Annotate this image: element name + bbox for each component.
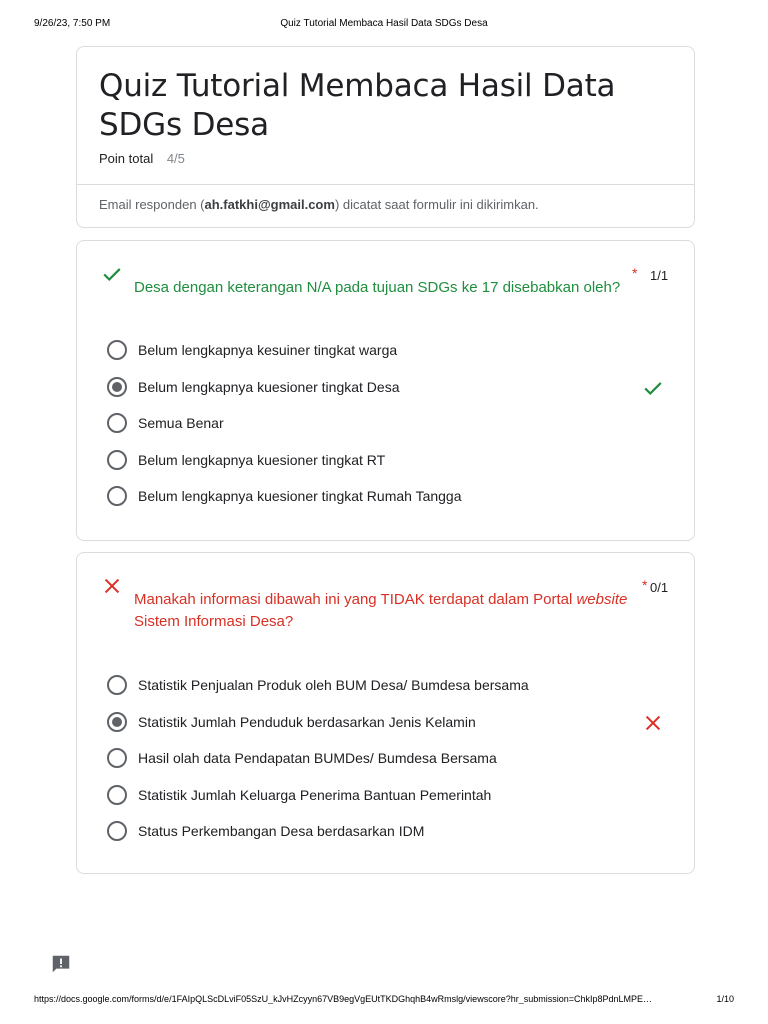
total-score-value: 4/5 [166,151,185,166]
answer-option[interactable] [107,740,674,777]
question-points: 1/1 [650,268,669,283]
radio-button[interactable] [107,821,127,841]
radio-button[interactable] [107,748,127,768]
option-label: Belum lengkapnya kuesioner tingkat RT [138,451,386,468]
email-prefix: Email responden ( [99,197,205,212]
radio-button[interactable] [107,340,127,360]
email-suffix: ) dicatat saat formulir ini dikirimkan. [334,197,539,212]
question-text: Desa dengan keterangan N/A pada tujuan SDGs ke 17 disebabkan oleh? [134,279,621,296]
respondent-email-notice [99,197,539,212]
answer-option[interactable] [107,813,674,850]
radio-button-checked[interactable] [107,377,127,397]
answer-options [107,332,674,515]
option-label: Belum lengkapnya kuesioner tingkat Desa [138,378,400,395]
answer-option[interactable] [107,667,674,704]
question-text-part: Sistem Informasi Desa? [134,613,294,630]
print-footer [34,994,734,1006]
form-header-card [76,46,695,228]
question-text-italic: website [576,591,628,608]
total-score-label: Poin total [99,151,154,166]
print-doc-title: Quiz Tutorial Membaca Hasil Data SDGs Desa [280,18,488,29]
total-score [99,151,185,166]
option-label: Statistik Jumlah Penduduk berdasarkan Jenis Kelamin [138,713,476,730]
option-label: Statistik Jumlah Keluarga Penerima Bantuan Pemerintah [138,786,492,803]
answer-option-selected[interactable] [107,704,674,741]
radio-button[interactable] [107,450,127,470]
radio-button[interactable] [107,785,127,805]
option-label: Hasil olah data Pendapatan BUMDes/ Bumdesa Bersama [138,750,497,767]
option-label: Semua Benar [138,415,224,432]
respondent-email: ah.fatkhi@gmail.com [204,197,335,212]
radio-button-checked[interactable] [107,712,127,732]
answer-option[interactable] [107,332,674,369]
required-asterisk: * [642,577,648,593]
page-number: 1/10 [716,994,734,1004]
question-text [134,589,634,633]
question-points: 0/1 [650,580,669,595]
question-card-1 [76,240,695,541]
option-label: Belum lengkapnya kesuiner tingkat warga [138,342,398,359]
question-card-2 [76,552,695,874]
header-divider [77,184,694,185]
answer-option[interactable] [107,777,674,814]
question-text-part: Manakah informasi dibawah ini yang TIDAK terdapat dalam Portal [134,591,577,608]
radio-button[interactable] [107,486,127,506]
feedback-icon[interactable] [50,953,72,975]
print-datetime: 9/26/23, 7:50 PM [34,18,111,29]
answer-option[interactable] [107,442,674,479]
checkmark-icon [101,263,123,285]
answer-option-selected[interactable] [107,369,674,406]
checkmark-icon [642,377,664,399]
answer-option[interactable] [107,405,674,442]
radio-button[interactable] [107,413,127,433]
option-label: Belum lengkapnya kuesioner tingkat Rumah Tangga [138,488,462,505]
required-asterisk: * [632,265,638,281]
form-title: Quiz Tutorial Membaca Hasil Data SDGs Desa [99,68,616,143]
option-label: Statistik Penjualan Produk oleh BUM Desa/ Bumdesa bersama [138,677,529,694]
answer-options [107,667,674,850]
answer-option[interactable] [107,478,674,515]
print-url: https://docs.google.com/forms/d/e/1FAIpQLScDLviF05SzU_kJvHZcyyn67VB9egVgEUtTKDGhqhB4wRmslg/viewscore?hr_submission=ChkIp8PdnLMPE… [34,994,653,1004]
radio-button[interactable] [107,675,127,695]
print-header [34,18,734,32]
cross-icon [642,712,664,734]
cross-icon [101,575,123,597]
option-label: Status Perkembangan Desa berdasarkan IDM [138,823,425,840]
